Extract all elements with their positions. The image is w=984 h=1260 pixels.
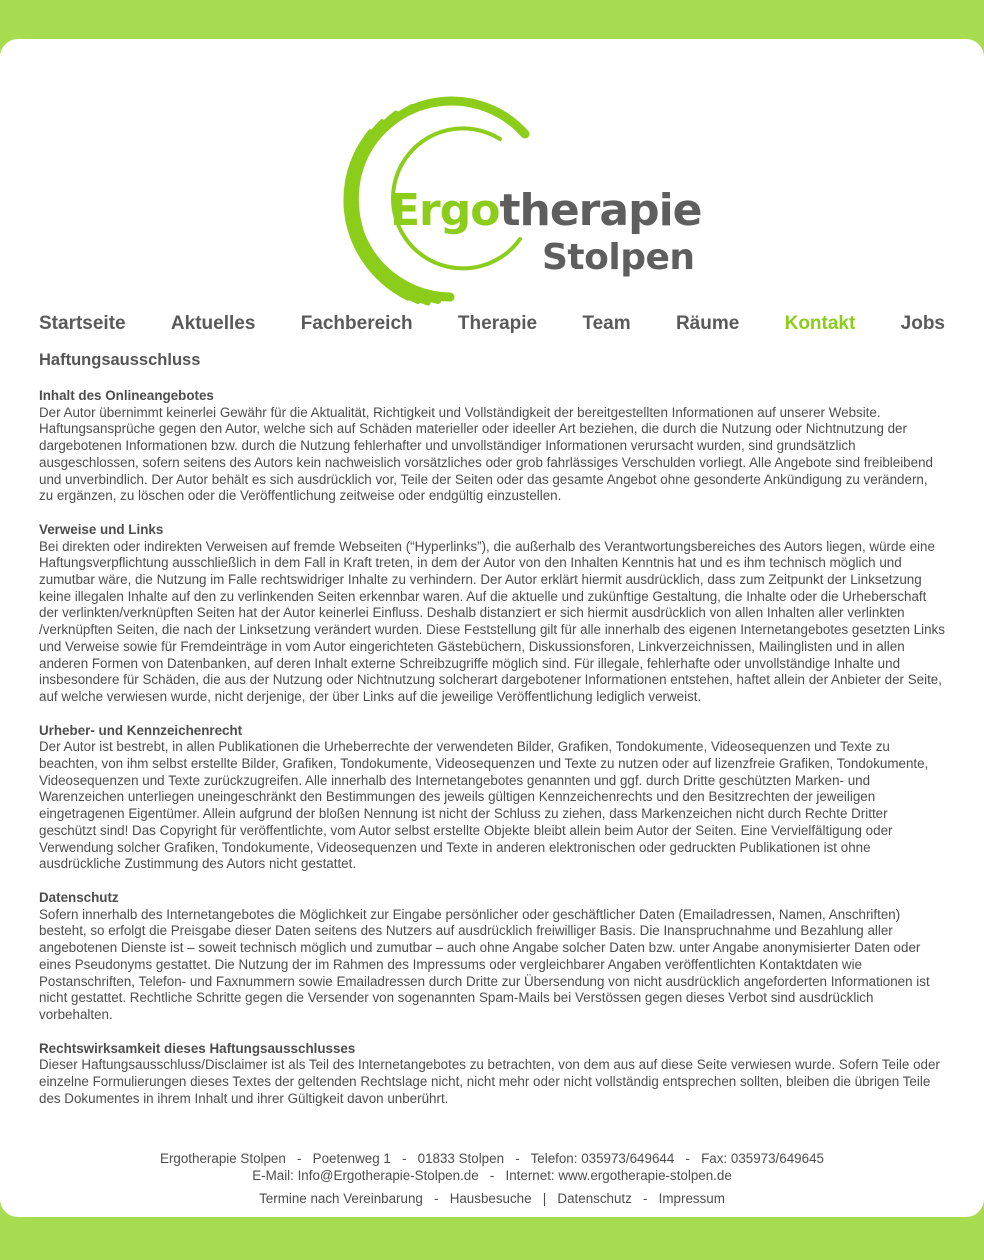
footer-city: 01833 Stolpen <box>417 1151 505 1166</box>
section-text: Bei direkten oder indirekten Verweisen auf fremde Webseiten (“Hyperlinks”), die außerhalb des Verantwortungsbereiches des Autors liegen, würde eine Haftungsverpflichtung ausschließlich in dem Fall in Kraft treten, in dem der Autor von den Inhalten Kenntnis hat und es ihm technisch möglich und zumutbar wäre, die Nutzung im Falle rechtswidriger Inhalte zu verhindern. Der Autor erklärt hiermit ausdrücklich, dass zum Zeitpunkt der Linksetzung keine illegalen Inhalte auf den zu verlinkenden Seiten erkennbar waren. Auf die aktuelle und zukünftige Gestaltung, die Inhalte oder die Urheberschaft der verlinkten/verknüpften Seiten hat der Autor keinerlei Einfluss. Deshalb distanziert er sich hiermit ausdrücklich von allen Inhalten aller verlinkten /verknüpften Seiten, die nach der Linksetzung verändert wurden. Diese Feststellung gilt für alle innerhalb des eigenen Internetangebotes gesetzten Links und Verweise sowie für Fremdeinträge in vom Autor eingerichteten Gästebüchern, Diskussionsforen, Linkverzeichnissen, Mailinglisten und in allen anderen Formen von Datenbanken, auf deren Inhalt externe Schreibzugriffe möglich sind. Für illegale, fehlerhafte oder unvollständige Inhalte und insbesondere für Schäden, die aus der Nutzung oder Nichtnutzung solcherart dargebotener Informationen entstehen, haftet allein der Anbieter der Seite, auf welche verwiesen wurde, nicht derjenige, der über Links auf die jeweilige Veröffentlichung lediglich verweist. <box>39 538 945 704</box>
footer-street: Poetenweg 1 <box>312 1151 391 1166</box>
nav-aktuelles[interactable]: Aktuelles <box>170 313 256 334</box>
logo-subtitle: Stolpen <box>542 237 695 278</box>
footer-phone: Telefon: 035973/649644 <box>530 1151 675 1166</box>
footer-web-link[interactable]: Internet: www.ergotherapie-stolpen.de <box>505 1168 732 1183</box>
nav-jobs[interactable]: Jobs <box>900 313 945 334</box>
site-logo[interactable] <box>300 79 700 319</box>
section-heading: Inhalt des Onlineangebotes <box>39 388 214 403</box>
section-text: Dieser Haftungsausschluss/Disclaimer ist als Teil des Internetangebotes zu betrachten, von dem aus auf diese Seite verwiesen wurde. Sofern Teile oder einzelne Formulierungen dieses Textes der geltenden Rechtslage nicht, nicht mehr oder nicht vollständig entsprechen sollten, bleiben die übrigen Teile des Dokumentes in ihrem Inhalt und ihrer Gültigkeit davon unberührt. <box>39 1057 940 1106</box>
nav-fachbereich[interactable]: Fachbereich <box>300 313 413 334</box>
main-content <box>39 349 945 1124</box>
section-heading: Urheber- und Kennzeichenrecht <box>39 722 243 738</box>
section-heading: Datenschutz <box>39 889 119 905</box>
section-heading: Rechtswirksamkeit dieses Haftungsausschlusses <box>39 1040 356 1056</box>
footer-name: Ergotherapie Stolpen <box>160 1151 286 1166</box>
logo-title: Ergotherapie <box>390 185 702 236</box>
main-navigation <box>39 310 945 338</box>
section-heading: Verweise und Links <box>39 521 164 537</box>
nav-startseite[interactable]: Startseite <box>39 313 126 334</box>
nav-raeume[interactable]: Räume <box>675 313 740 334</box>
section-text: Der Autor übernimmt keinerlei Gewähr für die Aktualität, Richtigkeit und Vollständigkeit der bereitgestellten Informationen auf unserer Website. Haftungsansprüche gegen den Autor, welche sich auf Schäden materieller oder ideeller Art beziehen, die durch die Nutzung oder Nichtnutzung der dargebotenen Informationen bzw. durch die Nutzung fehlerhafter und unvollständiger Informationen verursacht wurden, sind grundsätzlich ausgeschlossen, sofern seitens des Autors kein nachweislich vorsätzliches oder grob fahrlässiges Verschulden vorliegt. Alle Angebote sind freibleibend und unverbindlich. Der Autor behält es sich ausdrücklich vor, Teile der Seiten oder das gesamte Angebot ohne gesonderte Ankündigung zu verändern, zu ergänzen, zu löschen oder die Veröffentlichung zeitweise oder endgültig einzustellen. <box>39 404 933 504</box>
footer-email-link[interactable]: E-Mail: Info@Ergotherapie-Stolpen.de <box>252 1168 479 1183</box>
footer-home-visits: Hausbesuche <box>449 1191 532 1206</box>
nav-therapie[interactable]: Therapie <box>457 313 538 334</box>
footer-links-row: Termine nach Vereinbarung - Hausbesuche | Datenschutz - Impressum <box>259 1191 725 1206</box>
section-text: Der Autor ist bestrebt, in allen Publikationen die Urheberrechte der verwendeten Bilder, Grafiken, Tondokumente, Videosequenzen und Texte zu beachten, von ihm selbst erstellte Bilder, Grafiken, Tondokumente, Videosequenzen und Texte zu nutzen oder auf lizenzfreie Grafiken, Tondokumente, Videosequenzen und Texte zurückzugreifen. Alle innerhalb des Internetangebotes genannten und ggf. durch Dritte geschützten Marken- und Warenzeichen unterliegen uneingeschränkt den Bestimmungen des jeweils gültigen Kennzeichenrechts und den Besitzrechten der jeweiligen eingetragenen Eigentümer. Allein aufgrund der bloßen Nennung ist nicht der Schluss zu ziehen, dass Markenzeichen nicht durch Rechte Dritter geschützt sind! Das Copyright für veröffentlichte, vom Autor selbst erstellte Objekte bleibt allein beim Autor der Seiten. Eine Vervielfältigung oder Verwendung solcher Grafiken, Tondokumente, Videosequenzen und Texte in anderen elektronischen oder gedruckten Publikationen ist ohne ausdrückliche Zustimmung des Autors nicht gestattet. <box>39 739 929 872</box>
page-card <box>0 39 984 1217</box>
page-title: Haftungsausschluss <box>39 351 201 369</box>
site-footer <box>0 1150 984 1207</box>
footer-contact-row: E-Mail: Info@Ergotherapie-Stolpen.de - Internet: www.ergotherapie-stolpen.de <box>252 1168 732 1183</box>
footer-address-row: Ergotherapie Stolpen - Poetenweg 1 - 01833 Stolpen - Telefon: 035973/649644 - Fax: 035973/649645 <box>160 1151 824 1166</box>
footer-datenschutz-link[interactable]: Datenschutz <box>557 1191 632 1206</box>
nav-kontakt[interactable]: Kontakt <box>784 313 856 334</box>
footer-impressum-link[interactable]: Impressum <box>658 1191 725 1206</box>
nav-team[interactable]: Team <box>582 313 631 334</box>
footer-fax: Fax: 035973/649645 <box>701 1151 824 1166</box>
section-text: Sofern innerhalb des Internetangebotes die Möglichkeit zur Eingabe persönlicher oder geschäftlicher Daten (Emailadressen, Namen, Anschriften) besteht, so erfolgt die Preisgabe dieser Daten seitens des Nutzers auf ausdrücklich freiwilliger Basis. Die Inanspruchnahme und Bezahlung aller angebotenen Dienste ist – soweit technisch möglich und zumutbar – auch ohne Angabe solcher Daten bzw. unter Angabe anonymisierter Daten oder eines Pseudonyms gestattet. Die Nutzung der im Rahmen des Impressums oder vergleichbarer Angaben veröffentlichten Kontaktdaten wie Postanschriften, Telefon- und Faxnummern sowie Emailadressen durch Dritte zur Übersendung von nicht ausdrücklich angeforderten Informationen ist nicht gestattet. Rechtliche Schritte gegen die Versender von sogenannten Spam-Mails bei Verstössen gegen dieses Verbot sind ausdrücklich vorbehalten. <box>39 906 930 1022</box>
footer-appointments: Termine nach Vereinbarung <box>259 1191 423 1206</box>
